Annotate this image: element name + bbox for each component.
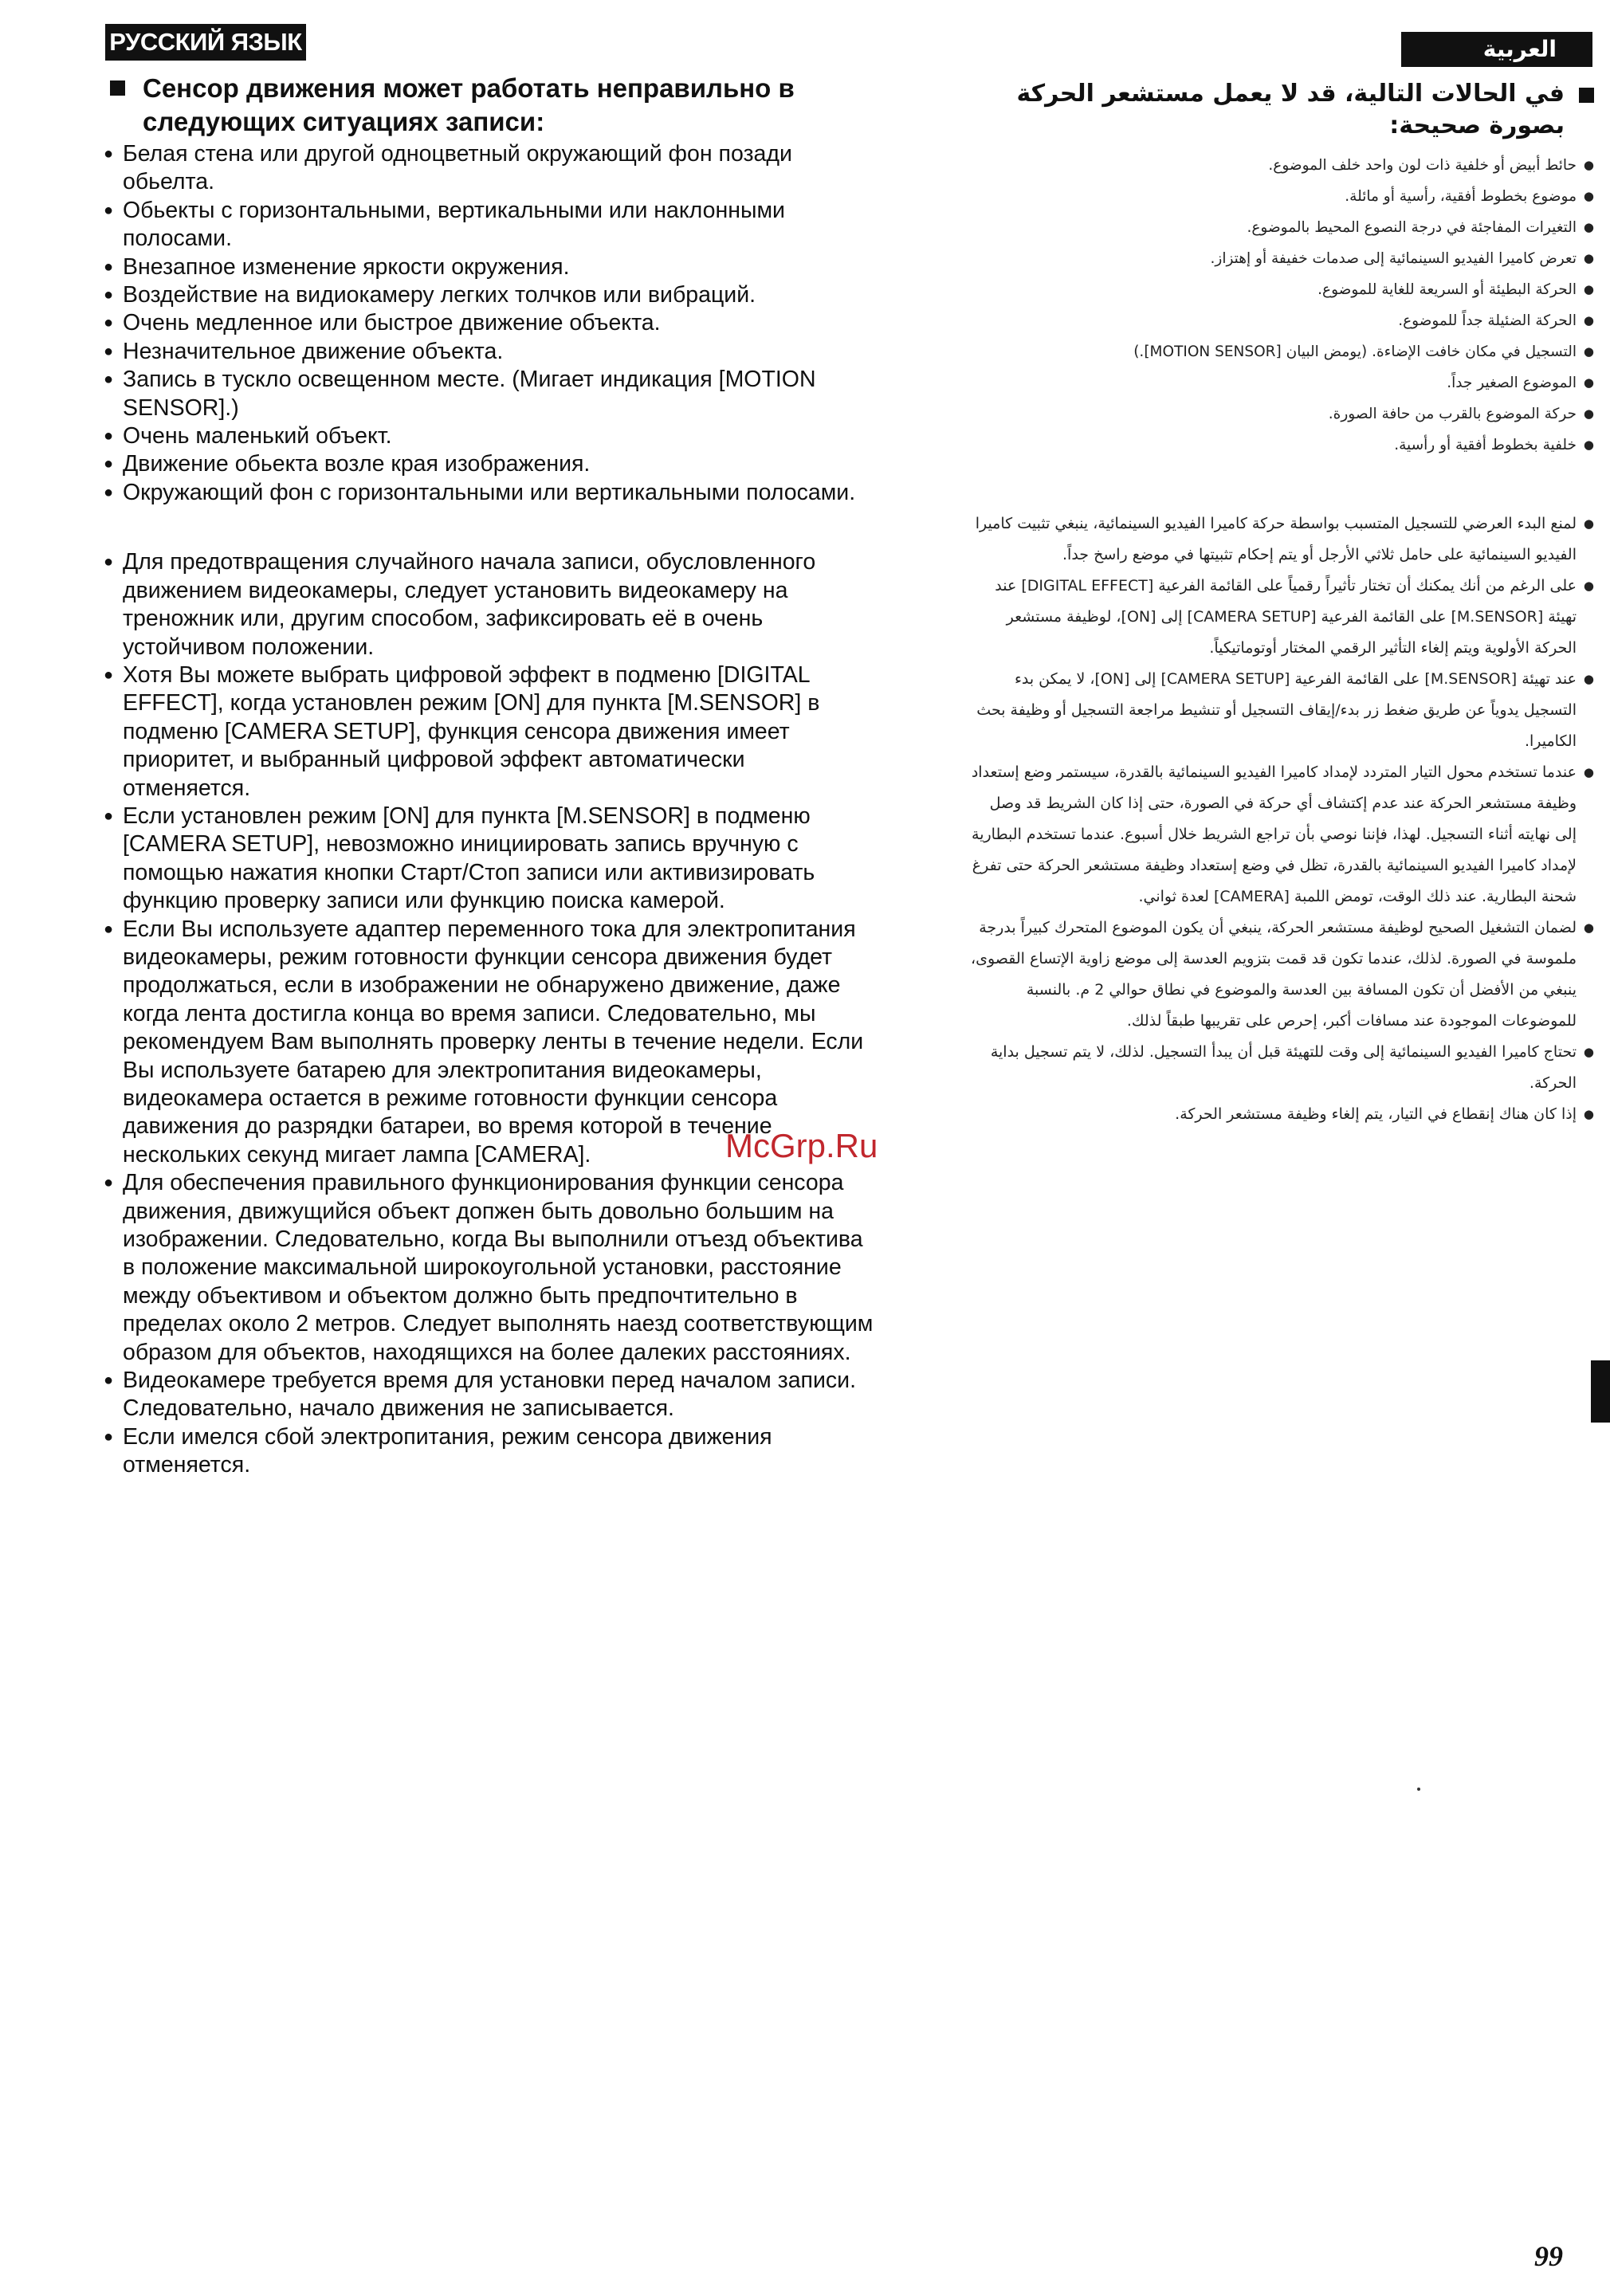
list-item: ● الموضوع الصغير جداً.: [964, 367, 1594, 398]
list-item: ● لضمان التشغيل الصحيح لوظيفة مستشعر الحركة، ينبغي أن يكون الموضوع المتحرك كبيراً بدرجة ملموسة في الصورة. لذلك، عندما تكون قد قمت بتزويم العدسة إلى موضع زاوية الإتساع القصوى، ينبغي من الأفضل أن تكون المسافة بين العدسة والموضوع في نطاق حوالي 2 م. بالنسبة للموضوعات الموجودة عند مسافات أكبر، إحرص على تقريبها طبقاً لذلك.: [964, 913, 1594, 1037]
list-item: ● Окружающий фон с горизонтальными или вертикальными полосами.: [104, 479, 877, 507]
list-item: ● إذا كان هناك إنقطاع في التيار، يتم إلغاء وظيفة مستشعر الحركة.: [964, 1099, 1594, 1130]
list-item: ● Если установлен режим [ON] для пункта [M.SENSOR] в подменю [CAMERA SETUP], невозможно инициировать запись вручную с помощью нажатия кнопки Старт/Стоп записи или активизировать функцию проверку записи или функцию поиска камерой.: [104, 803, 877, 916]
arabic-conditions-list: [964, 150, 1594, 461]
list-item: ● تحتاج كاميرا الفيديو السينمائية إلى وقت للتهيئة قبل أن يبدأ التسجيل. لذلك، لا يتم تسجيل بداية الحركة.: [964, 1037, 1594, 1099]
list-item: ● Воздействие на видиокамеру легких толчков или вибраций.: [104, 281, 877, 309]
list-item: ● Хотя Вы можете выбрать цифровой эффект в подменю [DIGITAL EFFECT], когда установлен режим [ON] для пункта [M.SENSOR] в подменю [CAMERA SETUP], функция сенсора движения имеет приоритет, и выбранный цифровой эффект автоматически отменяется.: [104, 661, 877, 803]
arabic-column: [964, 78, 1594, 1130]
list-item: ● عند تهيئة [M.SENSOR] على القائمة الفرعية [CAMERA SETUP] إلى [ON]، لا يمكن بدء التسجيل يدوياً عن طريق ضغط زر بدء/إيقاف التسجيل أو تنشيط مراجعة التسجيل أو وظيفة بحث الكاميرا.: [964, 664, 1594, 757]
watermark: McGrp.Ru: [725, 1127, 878, 1164]
russian-column: [104, 72, 877, 1480]
list-item: ● Для предотвращения случайного начала записи, обусловленного движением видеокамеры, следует установить видеокамеру на треножник или, другим способом, зафиксировать её в очень устойчивом положении.: [104, 548, 877, 661]
list-spacer: [104, 507, 877, 548]
list-item: ● خلفية بخطوط أفقية أو رأسية.: [964, 430, 1594, 461]
list-item: ● الحركة الضئيلة جداً للموضوع.: [964, 305, 1594, 336]
stray-dot: [1417, 1788, 1420, 1791]
language-tab-russian: РУССКИЙ ЯЗЫК: [105, 24, 306, 61]
list-item: ● Обьекты с горизонтальными, вертикальными или наклонными полосами.: [104, 197, 877, 253]
list-item: ● Очень медленное или быстрое движение объекта.: [104, 309, 877, 337]
list-item: ● تعرض كاميرا الفيديو السينمائية إلى صدمات خفيفة أو إهتزاز.: [964, 243, 1594, 274]
section-marker-bar: [1591, 1360, 1610, 1423]
list-item: ● Если имелся сбой электропитания, режим сенсора движения отменяется.: [104, 1423, 877, 1480]
arabic-heading-text: في الحالات التالية، قد لا يعمل مستشعر الحركة بصورة صحيحة:: [1016, 80, 1565, 139]
list-item: ● Если Вы используете адаптер переменного тока для электропитания видеокамеры, режим готовности функции сенсора движения будет продолжаться, если в изображении не обнаружено движение, даже когда лента достигла конца во время записи. Следовательно, мы рекомендуем Вам выполнять проверку ленты в течение недели. Если Вы используете батарею для электропитания видеокамеры, видеокамера остается в режиме готовности функции сенсора давижения до разрядки батареи, во время которой в течение нескольких секунд мигает лампа [CAMERA].: [104, 916, 877, 1170]
list-item: ● Внезапное изменение яркости окружения.: [104, 253, 877, 281]
list-item: ● Запись в тускло освещенном месте. (Мигает индикация [MOTION SENSOR].): [104, 366, 877, 422]
list-item: ● التسجيل في مكان خافت الإضاءة. (يومض البيان [MOTION SENSOR].): [964, 336, 1594, 367]
page-number: 99: [1534, 2240, 1563, 2272]
list-item: ● عندما تستخدم محول التيار المتردد لإمداد كاميرا الفيديو السينمائية بالقدرة، سيستمر وضع إستعداد وظيفة مستشعر الحركة عند عدم إكتشاف أي حركة في الصورة، حتى إذا كان الشريط قد وصل إلى نهايته أثناء التسجيل. لهذا، فإننا نوصي بأن تراجع الشريط خلال أسبوع. عندما تستخدم البطارية لإمداد كاميرا الفيديو السينمائية بالقدرة، تظل في وضع إستعداد وظيفة مستشعر الحركة حتى تفرغ شحنة البطارية. عند ذلك الوقت، تومض اللمبة [CAMERA] لعدة ثواني.: [964, 757, 1594, 913]
arabic-notes-list: [964, 508, 1594, 1130]
russian-conditions-list: [104, 140, 877, 1480]
arabic-heading: [964, 78, 1594, 142]
list-item: ● Незначительное движение объекта.: [104, 338, 877, 366]
list-item: ● على الرغم من أنك يمكنك أن تختار تأثيراً رقمياً على القائمة الفرعية [DIGITAL EFFECT] عند تهيئة [M.SENSOR] على القائمة الفرعية [CAMERA SETUP] إلى [ON]، لوظيفة مستشعر الحركة الأولوية ويتم إلغاء التأثير الرقمي المختار أوتوماتيكياً.: [964, 571, 1594, 664]
list-item: ● لمنع البدء العرضي للتسجيل المتسبب بواسطة حركة كاميرا الفيديو السينمائية، ينبغي تثبيت كاميرا الفيديو السينمائية على حامل ثلاثي الأرجل أو يتم إحكام تثبيتها في موضع راسخ جداً.: [964, 508, 1594, 571]
list-item: ● Белая стена или другой одноцветный окружающий фон позади обьелта.: [104, 140, 877, 197]
list-item: ● Видеокамере требуется время для установки перед началом записи. Следовательно, начало движения не записывается.: [104, 1367, 877, 1423]
list-item: ● التغيرات المفاجئة في درجة النصوع المحيط بالموضوع.: [964, 212, 1594, 243]
list-item: ● Движение обьекта возле края изображения.: [104, 450, 877, 478]
square-bullet-icon: [110, 80, 125, 96]
language-tab-arabic: العربية: [1401, 32, 1592, 67]
list-item: ● موضوع بخطوط أفقية، رأسية أو مائلة.: [964, 181, 1594, 212]
list-item: ● حائط أبيض أو خلفية ذات لون واحد خلف الموضوع.: [964, 150, 1594, 181]
list-item: ● Для обеспечения правильного функционирования функции сенсора движения, движущийся объект допжен быть довольно большим на изображении. Следовательно, когда Вы выполнили отъезд объектива в положение максимальной широкоугольной установки, расстояние между объективом и объектом должно быть предпочтительно в пределах около 2 метров. Следует выполнять наезд соответствующим образом для объектов, находящихся на более далеких расстояниях.: [104, 1169, 877, 1367]
russian-heading-text: Сенсор движения может работать неправильно в следующих ситуациях записи:: [143, 73, 795, 136]
list-item: ● Очень маленький объект.: [104, 422, 877, 450]
list-item: ● الحركة البطيئة أو السريعة للغاية للموضوع.: [964, 274, 1594, 305]
russian-heading: [104, 72, 877, 139]
list-item: ● حركة الموضوع بالقرب من حافة الصورة.: [964, 398, 1594, 430]
square-bullet-icon: [1579, 88, 1594, 103]
